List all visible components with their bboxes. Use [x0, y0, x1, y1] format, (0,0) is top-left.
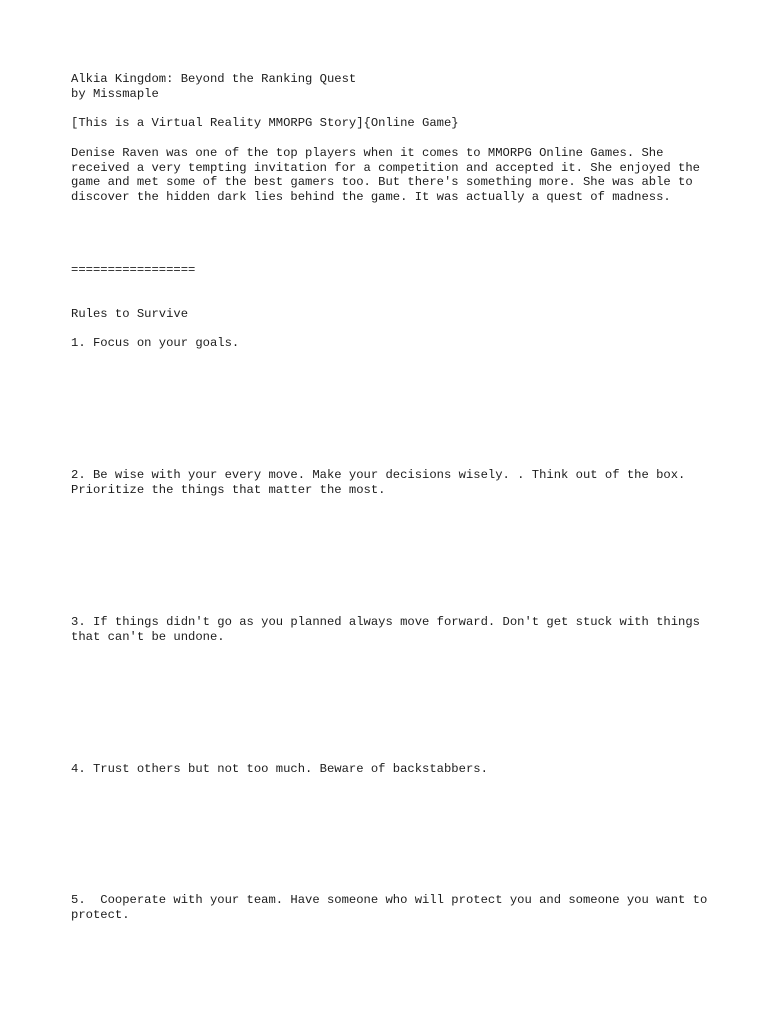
rule-item-4: 4. Trust others but not too much. Beware of backstabbers. — [71, 762, 488, 776]
rule-item-3: 3. If things didn't go as you planned always move forward. Don't get stuck with things that can't be undone. — [71, 615, 708, 644]
synopsis-paragraph: Denise Raven was one of the top players when it comes to MMORPG Online Games. She received a very tempting invitation for a competition and accepted it. She enjoyed the game and met some of the best gamers too. But there's something more. She was able to discover the hidden dark lies behind the game. It was actually a quest of madness. — [71, 146, 708, 205]
rule-item-2: 2. Be wise with your every move. Make your decisions wisely. . Think out of the box. Prioritize the things that matter the most. — [71, 468, 693, 497]
rule-item-1: 1. Focus on your goals. — [71, 336, 240, 350]
rule-item-5: 5. Cooperate with your team. Have someone who will protect you and someone you want to protect. — [71, 893, 715, 922]
rules-heading: Rules to Survive — [71, 307, 189, 321]
story-author: by Missmaple — [71, 87, 159, 101]
section-divider: ================= — [71, 263, 196, 277]
story-title: Alkia Kingdom: Beyond the Ranking Quest — [71, 72, 357, 86]
genre-note: [This is a Virtual Reality MMORPG Story]{Online Game} — [71, 116, 459, 130]
